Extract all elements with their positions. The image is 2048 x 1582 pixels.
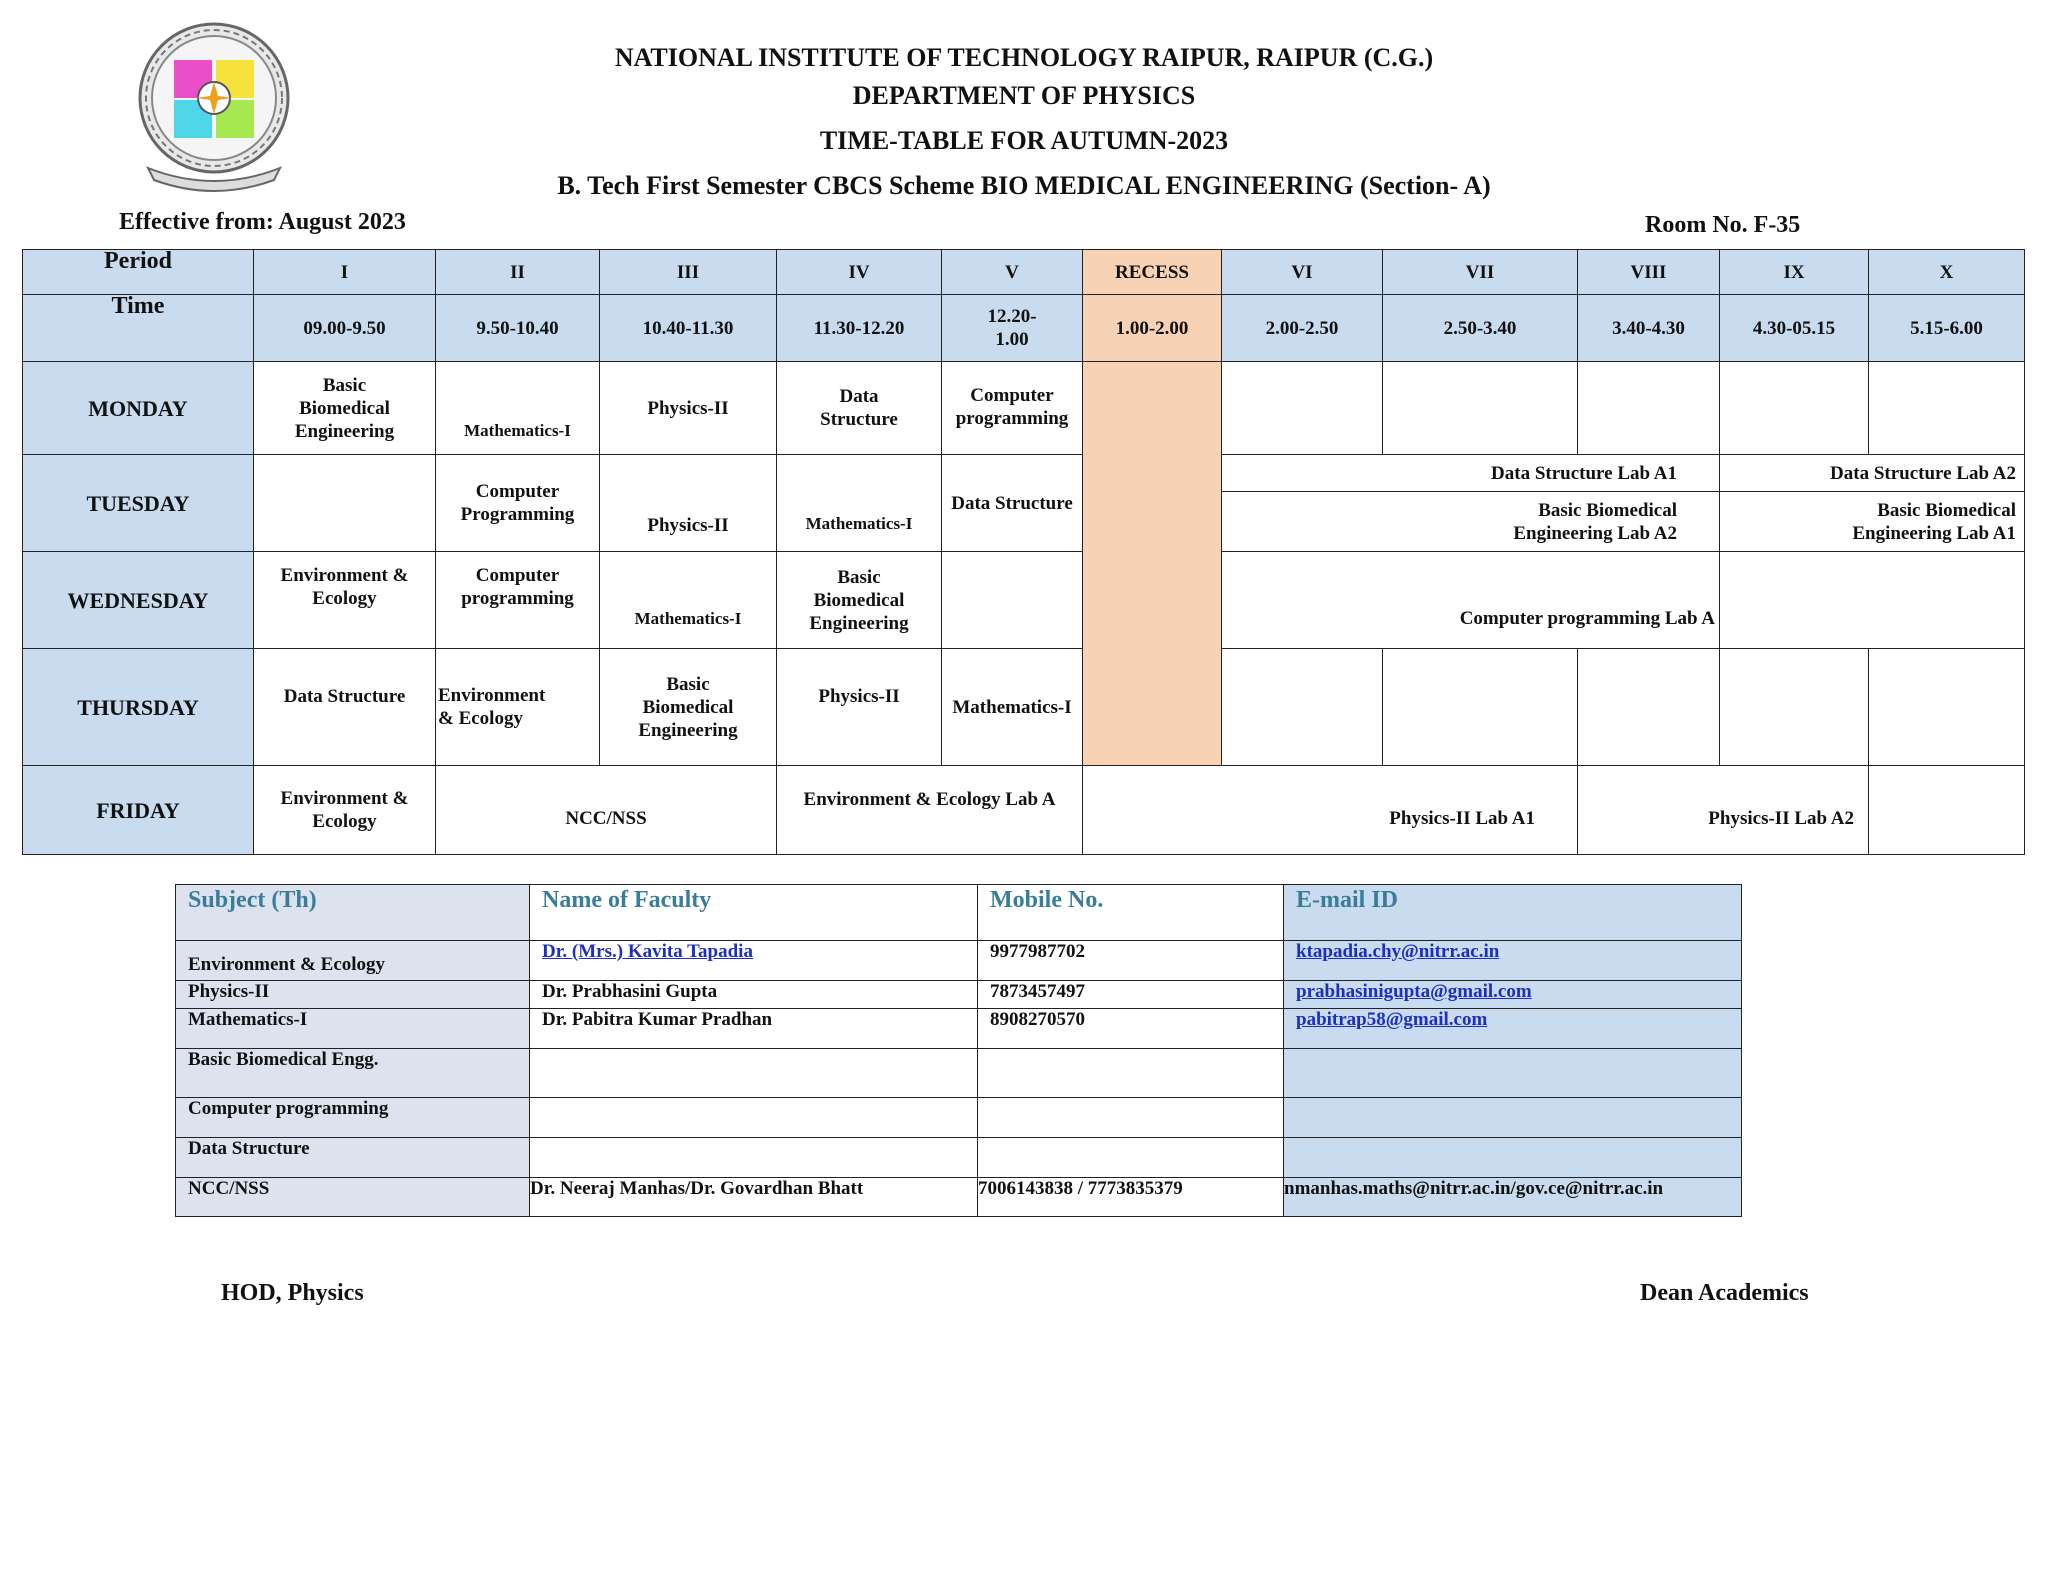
period-header: IX — [1720, 250, 1869, 295]
period-header: III — [600, 250, 777, 295]
email-link[interactable]: ktapadia.chy@nitrr.ac.in — [1296, 941, 1500, 962]
faculty-name-link[interactable]: Dr. (Mrs.) Kavita Tapadia — [542, 941, 753, 962]
class-cell: Computer programming — [942, 362, 1083, 455]
faculty-table — [175, 884, 1742, 1217]
time-slot: 12.20- 1.00 — [942, 295, 1083, 362]
day-label: WEDNESDAY — [23, 552, 254, 649]
lab-cell: Basic Biomedical Engineering Lab A1 — [1720, 492, 2025, 552]
class-cell: Basic Biomedical Engineering — [600, 649, 777, 766]
table-row — [176, 1009, 1742, 1049]
day-label: TUESDAY — [23, 455, 254, 552]
email-cell — [1284, 1098, 1742, 1138]
timetable-title: TIME-TABLE FOR AUTUMN-2023 — [819, 126, 1229, 155]
class-cell: Data Structure — [777, 362, 942, 455]
table-row — [176, 1178, 1742, 1217]
class-cell: Mathematics-I — [436, 362, 600, 455]
time-slot: 10.40-11.30 — [600, 295, 777, 362]
class-cell: Mathematics-I — [777, 455, 942, 552]
class-cell: Physics-II — [777, 649, 942, 766]
period-header: VI — [1222, 250, 1383, 295]
email-cell — [1284, 1138, 1742, 1178]
class-cell: Physics-II — [600, 455, 777, 552]
empty-cell — [1869, 649, 2025, 766]
empty-cell — [1720, 552, 2025, 649]
empty-cell — [1869, 766, 2025, 855]
column-header: E-mail ID — [1284, 885, 1742, 941]
period-header: X — [1869, 250, 2025, 295]
column-header: Name of Faculty — [530, 885, 978, 941]
subject-cell: Basic Biomedical Engg. — [176, 1049, 530, 1098]
time-slot: 4.30-05.15 — [1720, 295, 1869, 362]
time-slot: 2.00-2.50 — [1222, 295, 1383, 362]
day-label: FRIDAY — [23, 766, 254, 855]
class-cell: Mathematics-I — [942, 649, 1083, 766]
mobile-cell: 8908270570 — [978, 1009, 1284, 1049]
time-slot: 2.50-3.40 — [1383, 295, 1578, 362]
email-cell — [1284, 1049, 1742, 1098]
empty-cell — [942, 552, 1083, 649]
faculty-name-cell: Dr. Prabhasini Gupta — [530, 981, 978, 1009]
mobile-cell: 7873457497 — [978, 981, 1284, 1009]
faculty-name-cell: Dr. Pabitra Kumar Pradhan — [530, 1009, 978, 1049]
time-slot: 09.00-9.50 — [254, 295, 436, 362]
lab-cell: Data Structure Lab A2 — [1720, 455, 2025, 492]
period-row — [23, 250, 2025, 295]
day-row-thursday — [23, 649, 2025, 766]
period-header: V — [942, 250, 1083, 295]
empty-cell — [1222, 362, 1383, 455]
class-cell: Basic Biomedical Engineering — [777, 552, 942, 649]
empty-cell — [1720, 362, 1869, 455]
email-cell — [1284, 941, 1742, 981]
recess-column — [1083, 362, 1222, 766]
class-cell: NCC/NSS — [436, 766, 777, 855]
dean-signature: Dean Academics — [1640, 1280, 1809, 1306]
period-label: Period — [23, 250, 254, 295]
day-label: MONDAY — [23, 362, 254, 455]
period-header: II — [436, 250, 600, 295]
department-name: DEPARTMENT OF PHYSICS — [852, 81, 1196, 110]
faculty-name-cell — [530, 1138, 978, 1178]
faculty-name-cell — [530, 1049, 978, 1098]
class-cell: Physics-II — [600, 362, 777, 455]
email-link[interactable]: prabhasinigupta@gmail.com — [1296, 981, 1532, 1002]
empty-cell — [1720, 649, 1869, 766]
time-slot: 3.40-4.30 — [1578, 295, 1720, 362]
mobile-cell — [978, 1098, 1284, 1138]
column-header: Subject (Th) — [176, 885, 530, 941]
empty-cell — [254, 455, 436, 552]
mobile-cell — [978, 1049, 1284, 1098]
email-cell — [1284, 1009, 1742, 1049]
room-number: Room No. F-35 — [1645, 212, 1801, 238]
hod-signature: HOD, Physics — [221, 1280, 364, 1306]
lab-cell: Physics-II Lab A2 — [1578, 766, 1869, 855]
empty-cell — [1383, 362, 1578, 455]
faculty-header-row — [176, 885, 1742, 941]
day-row-friday — [23, 766, 2025, 855]
subject-cell: Physics-II — [176, 981, 530, 1009]
faculty-name-cell — [530, 1098, 978, 1138]
time-slot: 9.50-10.40 — [436, 295, 600, 362]
subject-cell: NCC/NSS — [176, 1178, 530, 1217]
class-cell: Environment & Ecology — [436, 649, 600, 766]
day-row-tuesday — [23, 455, 2025, 492]
table-row — [176, 1098, 1742, 1138]
time-row — [23, 295, 2025, 362]
subject-cell: Data Structure — [176, 1138, 530, 1178]
lab-cell: Physics-II Lab A1 — [1083, 766, 1578, 855]
empty-cell — [1869, 362, 2025, 455]
day-label: THURSDAY — [23, 649, 254, 766]
class-cell: Data Structure — [254, 649, 436, 766]
time-slot: 5.15-6.00 — [1869, 295, 2025, 362]
effective-from: Effective from: August 2023 — [119, 209, 406, 235]
day-row-wednesday — [23, 552, 2025, 649]
class-cell: Environment & Ecology — [254, 766, 436, 855]
lab-cell: Environment & Ecology Lab A — [777, 766, 1083, 855]
mobile-cell — [978, 1138, 1284, 1178]
empty-cell — [1578, 649, 1720, 766]
email-link[interactable]: pabitrap58@gmail.com — [1296, 1009, 1488, 1030]
period-header: VII — [1383, 250, 1578, 295]
empty-cell — [1383, 649, 1578, 766]
time-label: Time — [23, 295, 254, 362]
class-cell: Basic Biomedical Engineering — [254, 362, 436, 455]
class-cell: Computer programming — [436, 552, 600, 649]
subject-cell: Environment & Ecology — [176, 941, 530, 981]
class-cell: Computer Programming — [436, 455, 600, 552]
period-header: I — [254, 250, 436, 295]
period-header: VIII — [1578, 250, 1720, 295]
table-row — [176, 1138, 1742, 1178]
mobile-cell: 7006143838 / 7773835379 — [978, 1178, 1284, 1217]
day-row-monday — [23, 362, 2025, 455]
lab-cell: Computer programming Lab A — [1222, 552, 1720, 649]
faculty-name-cell: Dr. Neeraj Manhas/Dr. Govardhan Bhatt — [530, 1178, 978, 1217]
class-cell: Data Structure — [942, 455, 1083, 552]
table-row — [176, 1049, 1742, 1098]
email-cell: nmanhas.maths@nitrr.ac.in/gov.ce@nitrr.ac.in — [1284, 1178, 1742, 1217]
class-cell: Mathematics-I — [600, 552, 777, 649]
timetable — [22, 249, 2025, 855]
mobile-cell: 9977987702 — [978, 941, 1284, 981]
column-header: Mobile No. — [978, 885, 1284, 941]
lab-cell: Basic Biomedical Engineering Lab A2 — [1222, 492, 1720, 552]
program-title: B. Tech First Semester CBCS Scheme BIO MEDICAL ENGINEERING (Section- A) — [557, 171, 1491, 200]
lab-cell: Data Structure Lab A1 — [1222, 455, 1720, 492]
class-cell: Environment & Ecology — [254, 552, 436, 649]
email-cell — [1284, 981, 1742, 1009]
period-header: IV — [777, 250, 942, 295]
empty-cell — [1578, 362, 1720, 455]
institute-name: NATIONAL INSTITUTE OF TECHNOLOGY RAIPUR, RAIPUR (C.G.) — [614, 43, 1434, 72]
recess-header: RECESS — [1083, 250, 1222, 295]
subject-cell: Mathematics-I — [176, 1009, 530, 1049]
table-row — [176, 941, 1742, 981]
time-slot: 11.30-12.20 — [777, 295, 942, 362]
empty-cell — [1222, 649, 1383, 766]
recess-time: 1.00-2.00 — [1083, 295, 1222, 362]
faculty-name-cell — [530, 941, 978, 981]
table-row — [176, 981, 1742, 1009]
subject-cell: Computer programming — [176, 1098, 530, 1138]
